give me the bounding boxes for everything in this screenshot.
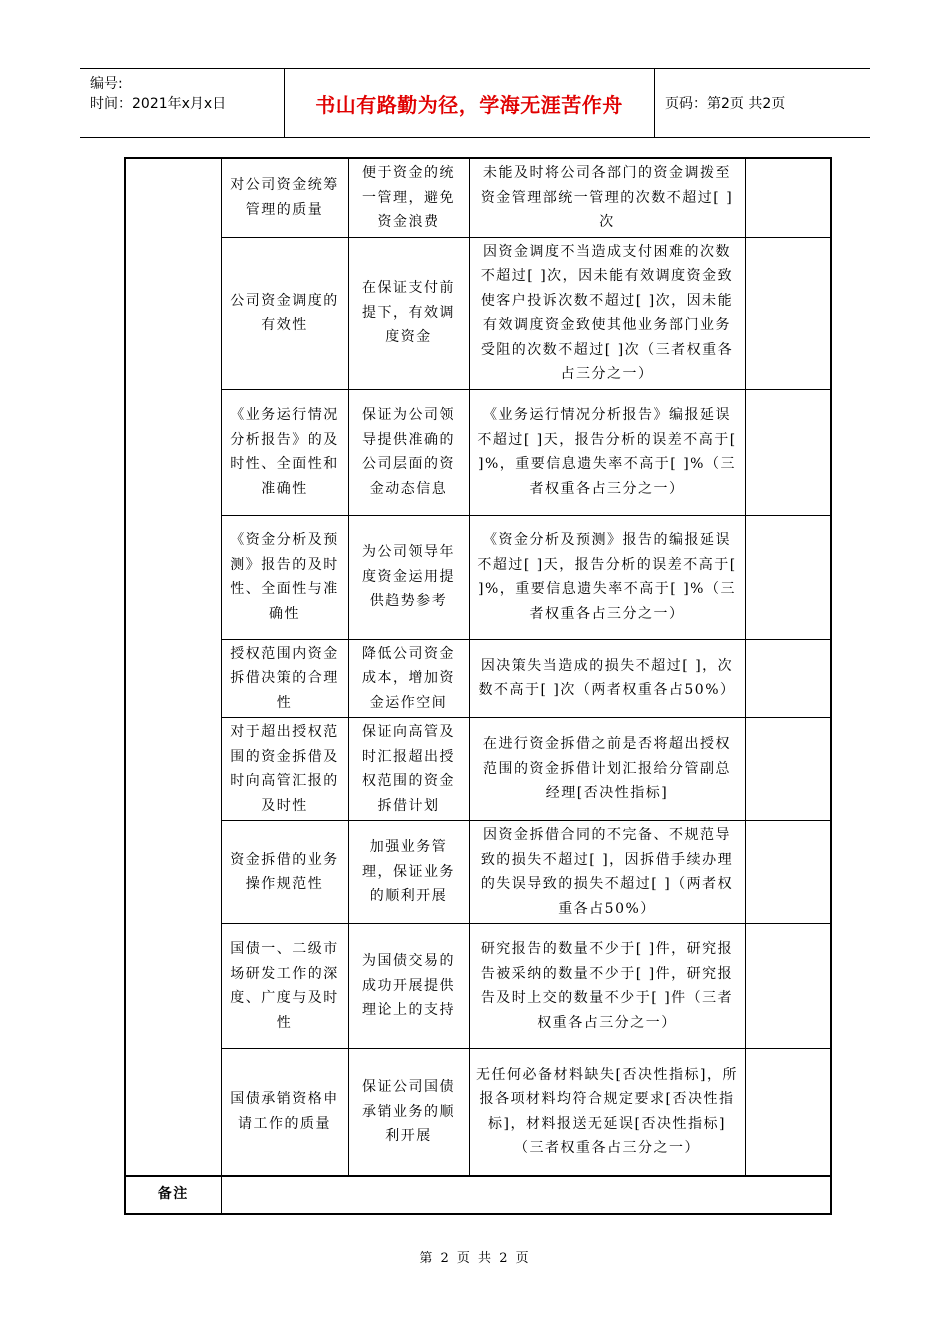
header-page-cell xyxy=(655,69,880,137)
purpose-cell: 为国债交易的成功开展提供理论上的支持 xyxy=(348,924,469,1049)
table-row xyxy=(125,821,831,924)
purpose-cell: 降低公司资金成本，增加资金运作空间 xyxy=(348,639,469,718)
table-row xyxy=(125,158,831,237)
score-cell xyxy=(745,237,831,389)
metric-cell: 公司资金调度的有效性 xyxy=(221,237,348,389)
page-header xyxy=(80,68,870,138)
table-row xyxy=(125,924,831,1049)
standard-cell: 无任何必备材料缺失[否决性指标]，所报各项材料均符合规定要求[否决性指标]，材料报送无延误[否决性指标]（三者权重各占三分之一） xyxy=(469,1049,745,1176)
purpose-cell: 便于资金的统一管理，避免资金浪费 xyxy=(348,158,469,237)
score-cell xyxy=(745,821,831,924)
document-date-label: 时间：2021年x月x日 xyxy=(90,96,227,112)
score-cell xyxy=(745,389,831,515)
standard-cell: 因资金拆借合同的不完备、不规范导致的损失不超过[ ]，因拆借手续办理的失误导致的损失不超过[ ]（两者权重各占50%） xyxy=(469,821,745,924)
header-meta xyxy=(80,69,285,137)
row-group-cell xyxy=(125,158,221,1176)
table-row xyxy=(125,1049,831,1176)
metric-cell: 资金拆借的业务操作规范性 xyxy=(221,821,348,924)
purpose-cell: 为公司领导年度资金运用提供趋势参考 xyxy=(348,515,469,639)
purpose-cell: 在保证支付前提下，有效调度资金 xyxy=(348,237,469,389)
table-row xyxy=(125,237,831,389)
standard-cell: 因资金调度不当造成支付困难的次数不超过[ ]次，因未能有效调度资金致使客户投诉次数不超过[ ]次，因未能有效调度资金致使其他业务部门业务受阻的次数不超过[ ]次（三者权重各占三分之一） xyxy=(469,237,745,389)
standard-cell: 《资金分析及预测》报告的编报延误不超过[ ]天，报告分析的误差不高于[ ]%，重要信息遗失率不高于[ ]%（三者权重各占三分之一） xyxy=(469,515,745,639)
header-page-number: 页码：第2页 共2页 xyxy=(665,96,786,112)
score-cell xyxy=(745,639,831,718)
standard-cell: 《业务运行情况分析报告》编报延误不超过[ ]天，报告分析的误差不高于[ ]%，重要信息遗失率不高于[ ]%（三者权重各占三分之一） xyxy=(469,389,745,515)
metric-cell: 授权范围内资金拆借决策的合理性 xyxy=(221,639,348,718)
note-row xyxy=(125,1176,831,1214)
standard-cell: 在进行资金拆借之前是否将超出授权范围的资金拆借计划汇报给分管副总经理[否决性指标] xyxy=(469,718,745,821)
document-number-label: 编号: xyxy=(90,76,123,92)
standard-cell: 因决策失当造成的损失不超过[ ]，次数不高于[ ]次（两者权重各占50%） xyxy=(469,639,745,718)
table-row xyxy=(125,515,831,639)
score-cell xyxy=(745,515,831,639)
table-row xyxy=(125,718,831,821)
purpose-cell: 保证向高管及时汇报超出授权范围的资金拆借计划 xyxy=(348,718,469,821)
purpose-cell: 保证为公司领导提供准确的公司层面的资金动态信息 xyxy=(348,389,469,515)
metric-cell: 对公司资金统筹管理的质量 xyxy=(221,158,348,237)
note-label: 备注 xyxy=(125,1176,221,1214)
score-cell xyxy=(745,1049,831,1176)
score-cell xyxy=(745,158,831,237)
standard-cell: 未能及时将公司各部门的资金调拨至资金管理部统一管理的次数不超过[ ]次 xyxy=(469,158,745,237)
kpi-table xyxy=(124,157,832,1215)
metric-cell: 国债承销资格申请工作的质量 xyxy=(221,1049,348,1176)
metric-cell: 国债一、二级市场研发工作的深度、广度与及时性 xyxy=(221,924,348,1049)
table-row xyxy=(125,639,831,718)
header-motto-cell xyxy=(284,69,655,137)
metric-cell: 《业务运行情况分析报告》的及时性、全面性和准确性 xyxy=(221,389,348,515)
page-footer xyxy=(0,1247,950,1266)
note-content-cell[interactable] xyxy=(221,1176,831,1214)
metric-cell: 《资金分析及预测》报告的及时性、全面性与准确性 xyxy=(221,515,348,639)
header-motto: 书山有路勤为径，学海无涯苦作舟 xyxy=(315,92,623,117)
metric-cell: 对于超出授权范围的资金拆借及时向高管汇报的及时性 xyxy=(221,718,348,821)
purpose-cell: 加强业务管理，保证业务的顺利开展 xyxy=(348,821,469,924)
score-cell xyxy=(745,718,831,821)
table-row xyxy=(125,389,831,515)
purpose-cell: 保证公司国债承销业务的顺利开展 xyxy=(348,1049,469,1176)
standard-cell: 研究报告的数量不少于[ ]件，研究报告被采纳的数量不少于[ ]件，研究报告及时上交的数量不少于[ ]件（三者权重各占三分之一） xyxy=(469,924,745,1049)
footer-page-number: 第 2 页 共 2 页 xyxy=(419,1251,531,1266)
score-cell xyxy=(745,924,831,1049)
